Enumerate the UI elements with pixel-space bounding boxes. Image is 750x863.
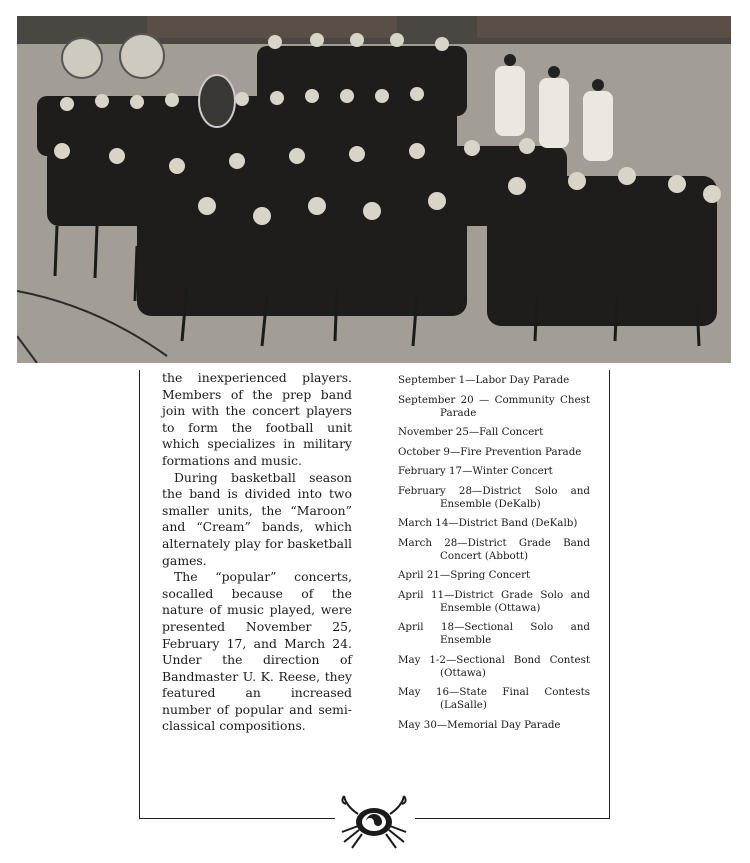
schedule-item: March 14—District Band (DeKalb) [398,517,578,529]
article-paragraph: the inexperienced players. Members of the prep band join with the concert players to form the football unit which specializes in military formations and music. [162,370,352,468]
schedule-item: February 17—Winter Concert [398,465,553,477]
schedule-item: October 9—Fire Prevention Parade [398,445,582,458]
schedule-item: February 28—District Solo and Ensemble (DeKalb) [398,484,590,510]
event-schedule [398,374,590,738]
schedule-item: May 1-2—Sectional Bond Contest (Ottawa) [398,653,590,679]
schedule-item: March 28—District Grade Band Concert (Abbott) [398,536,590,562]
frame-rule-left [139,370,140,818]
band-photo [17,16,731,363]
schedule-item: April 18—Sectional Solo and Ensemble [398,621,590,646]
schedule-item: September 20 — Community Chest Parade [398,393,590,419]
schedule-item: May 30—Memorial Day Parade [398,718,561,731]
schedule-item: May 16—State Final Contests (LaSalle) [398,686,590,711]
crab-emblem-icon [336,792,412,852]
schedule-item: April 11—District Grade Solo and Ensemble (Ottawa) [398,588,590,614]
article-column [162,370,352,735]
frame-rule-right [609,370,610,818]
article-paragraph: The “popular” concerts, socalled because of the nature of music played, were presented November 25, February 17, and March 24. Under the direction of Bandmaster U. K. Reese, they featured an increased number of popular and semi-classical compositions. [162,569,352,734]
schedule-item: September 1—Labor Day Parade [398,374,570,386]
schedule-item: November 25—Fall Concert [398,426,544,438]
schedule-item: April 21—Spring Concert [398,569,531,581]
band-photo-illustration [17,16,731,363]
frame-rule-bottom-left [139,818,335,819]
frame-rule-bottom-right [415,818,610,819]
article-paragraph: During basketball season the band is divided into two smaller units, the “Maroon” and “Cream” bands, which alternately play for basketball games. [162,469,352,568]
